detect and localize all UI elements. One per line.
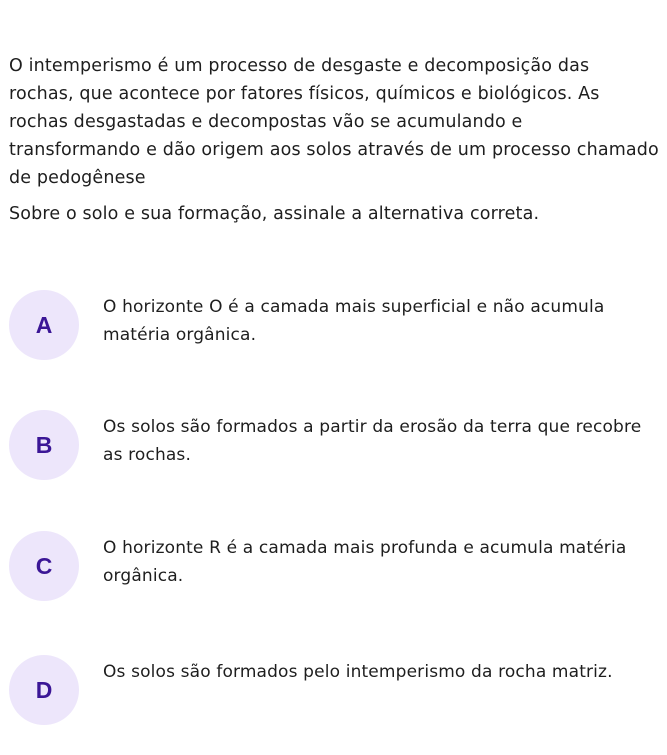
question-statement: [9, 52, 659, 192]
option-b-badge[interactable]: B: [9, 410, 79, 480]
option-c[interactable]: [9, 531, 659, 601]
option-a[interactable]: [9, 290, 659, 360]
option-d-text[interactable]: Os solos são formados pelo intemperismo da rocha matriz.: [103, 662, 613, 682]
option-c-badge[interactable]: C: [9, 531, 79, 601]
question-paragraph: O intemperismo é um processo de desgaste e decomposição das rochas, que acontece por fatores físicos, químicos e biológicos. As rochas desgastadas e decompostas vão se acumulando e transformando e dão origem aos solos através de um processo chamado de pedogênese: [9, 56, 659, 188]
option-d-badge[interactable]: D: [9, 655, 79, 725]
option-d[interactable]: [9, 655, 659, 725]
option-c-text[interactable]: O horizonte R é a camada mais profunda e acumula matéria orgânica.: [103, 538, 627, 586]
option-b[interactable]: [9, 410, 659, 480]
option-a-text[interactable]: O horizonte O é a camada mais superficial e não acumula matéria orgânica.: [103, 297, 605, 345]
option-b-text[interactable]: Os solos são formados a partir da erosão da terra que recobre as rochas.: [103, 417, 642, 465]
question-prompt: Sobre o solo e sua formação, assinale a alternativa correta.: [9, 204, 540, 224]
option-a-badge[interactable]: A: [9, 290, 79, 360]
